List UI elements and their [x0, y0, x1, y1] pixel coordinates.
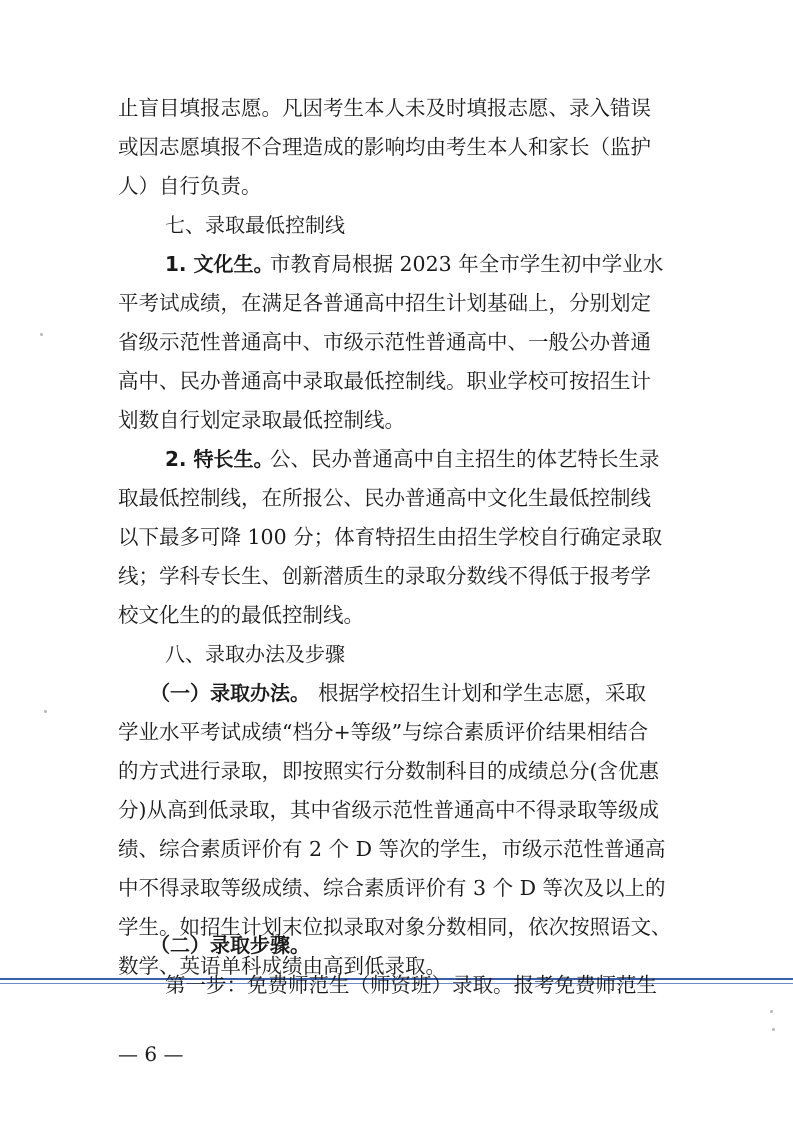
- paragraph-lead: 2. 特长生。: [165, 447, 274, 471]
- text-line-13: 线；学科专长生、创新潜质生的录取分数线不得低于报考学: [118, 564, 651, 588]
- text-line-21: 中不得录取等级成绩、综合素质评价有 3 个 D 等次及以上的: [118, 876, 666, 900]
- scan-speck: [40, 333, 43, 336]
- scan-speck: [770, 1010, 773, 1013]
- scan-speck: [772, 1028, 775, 1031]
- text-line-25: 第一步：免费师范生（师资班）录取。报考免费师范生: [165, 973, 657, 997]
- paragraph-lead: 1. 文化生。: [165, 252, 274, 276]
- text-line-9: 划数自行划定录取最低控制线。: [118, 408, 405, 432]
- text-line-11: 取最低控制线，在所报公、民办普通高中文化生最低控制线: [118, 486, 651, 510]
- text-line-7: 省级示范性普通高中、市级示范性普通高中、一般公办普通: [118, 330, 651, 354]
- section-heading-7: 七、录取最低控制线: [165, 213, 345, 237]
- paragraph-admission-steps: [0, 927, 793, 963]
- text-line-22: 学生。如招生计划末位拟录取对象分数相同，依次按照语文、: [118, 915, 672, 939]
- page-number: — 6 —: [118, 1042, 184, 1066]
- paragraph-culture-student: 1. 文化生。 市教育局根据 2023 年全市学生初中学业水: [0, 246, 793, 282]
- text-line-3: 人）自行负责。: [118, 174, 262, 198]
- section-heading-8: 八、录取办法及步骤: [165, 642, 345, 666]
- text-line-2: 或因志愿填报不合理造成的影响均由考生本人和家长（监护: [118, 135, 651, 159]
- text-line-23: 数学、英语单科成绩由高到低录取。: [118, 954, 446, 978]
- text-line-17: 学业水平考试成绩“档分+等级”与综合素质评价结果相结合: [118, 720, 649, 744]
- paragraph-lead: （二）录取步骤。: [150, 933, 310, 957]
- text-line-20: 绩、综合素质评价有 2 个 D 等次的学生，市级示范性普通高: [118, 837, 666, 861]
- text-line-1: 止盲目填报志愿。凡因考生本人未及时填报志愿、录入错误: [118, 96, 651, 120]
- text-line-19: 分)从高到低录取，其中省级示范性普通高中不得录取等级成: [118, 798, 659, 822]
- paragraph-admission-method: （一）录取办法。 根据学校招生计划和学生志愿，采取: [0, 675, 793, 711]
- paragraph-special-student: 2. 特长生。 公、民办普通高中自主招生的体艺特长生录: [0, 441, 793, 477]
- paragraph-lead: （一）录取办法。: [150, 681, 310, 705]
- text-line-6: 平考试成绩，在满足各普通高中招生计划基础上，分别划定: [118, 291, 651, 315]
- text-line-18: 的方式进行录取，即按照实行分数制科目的成绩总分(含优惠: [118, 759, 659, 783]
- scan-speck: [44, 710, 47, 713]
- text-line-8: 高中、民办普通高中录取最低控制线。职业学校可按招生计: [118, 369, 651, 393]
- text-line-14: 校文化生的的最低控制线。: [118, 603, 364, 627]
- text-line-12: 以下最多可降 100 分；体育特招生由招生学校自行确定录取: [118, 525, 663, 549]
